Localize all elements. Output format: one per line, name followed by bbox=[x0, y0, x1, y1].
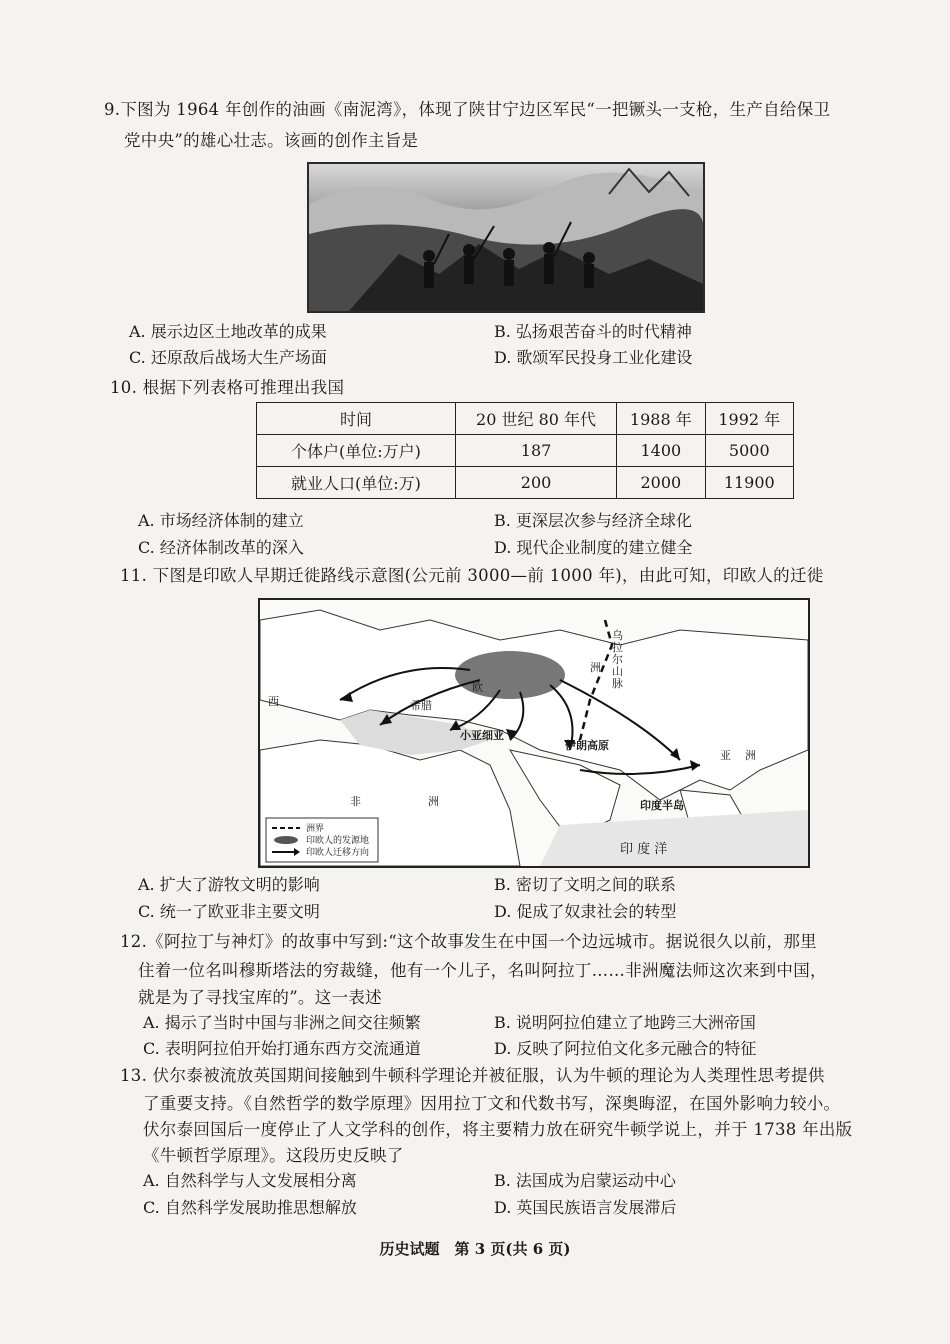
table-cell: 200 bbox=[456, 467, 617, 499]
table-header-cell: 时间 bbox=[257, 403, 456, 435]
q9-option-b[interactable]: B. 弘扬艰苦奋斗的时代精神 bbox=[494, 322, 692, 341]
q13-stem-line1: 13. 伏尔泰被流放英国期间接触到牛顿科学理论并被征服，认为牛顿的理论为人类理性思考提供 bbox=[120, 1066, 825, 1085]
map-label-iran: 伊朗高原 bbox=[565, 739, 609, 752]
map-label-africa-1: 非 bbox=[350, 795, 361, 808]
q10-stem: 10. 根据下列表格可推理出我国 bbox=[110, 378, 345, 397]
q9-option-a[interactable]: A. 展示边区土地改革的成果 bbox=[129, 322, 327, 341]
q12-option-d[interactable]: D. 反映了阿拉伯文化多元融合的特征 bbox=[494, 1039, 757, 1058]
q10-option-d[interactable]: D. 现代企业制度的建立健全 bbox=[494, 538, 693, 557]
q11-option-a[interactable]: A. 扩大了游牧文明的影响 bbox=[138, 875, 320, 894]
map-label-ya: 亚 bbox=[720, 749, 731, 762]
table-header-row bbox=[257, 403, 794, 435]
q12-stem-line2: 住着一位名叫穆斯塔法的穷裁缝，他有一个儿子，名叫阿拉丁……非洲魔法师这次来到中国， bbox=[138, 961, 827, 980]
table-cell: 187 bbox=[456, 435, 617, 467]
q9-stem-line2: 党中央”的雄心壮志。该画的创作主旨是 bbox=[124, 131, 419, 150]
q12-option-b[interactable]: B. 说明阿拉伯建立了地跨三大洲帝国 bbox=[494, 1013, 756, 1032]
map-label-india: 印度半岛 bbox=[640, 799, 684, 812]
table-cell: 1400 bbox=[617, 435, 705, 467]
q12-option-a[interactable]: A. 揭示了当时中国与非洲之间交往频繁 bbox=[143, 1013, 421, 1032]
table-row bbox=[257, 435, 794, 467]
q13-option-b[interactable]: B. 法国成为启蒙运动中心 bbox=[494, 1171, 676, 1190]
map-drawing bbox=[260, 600, 808, 866]
table-cell: 11900 bbox=[705, 467, 793, 499]
q11-option-c[interactable]: C. 统一了欧亚非主要文明 bbox=[138, 902, 320, 921]
q9-option-c[interactable]: C. 还原敌后战场大生产场面 bbox=[129, 348, 327, 367]
q11-option-b[interactable]: B. 密切了文明之间的联系 bbox=[494, 875, 676, 894]
map-label-ou: 欧 bbox=[472, 681, 483, 694]
legend-origin-label: 印欧人的发源地 bbox=[306, 836, 370, 846]
painting-nanniwan bbox=[307, 162, 705, 313]
q10-option-a[interactable]: A. 市场经济体制的建立 bbox=[138, 511, 304, 530]
map-label-zhou2: 洲 bbox=[745, 749, 756, 762]
q13-stem-line3: 伏尔泰回国后一度停止了人文学科的创作，将主要精力放在研究牛顿学说上，并于 1738 年出版 bbox=[143, 1120, 853, 1139]
q13-option-d[interactable]: D. 英国民族语言发展滞后 bbox=[494, 1198, 677, 1217]
map-label-xi: 西 bbox=[268, 695, 279, 708]
q10-option-c[interactable]: C. 经济体制改革的深入 bbox=[138, 538, 304, 557]
table-cell: 个体户(单位:万户) bbox=[257, 435, 456, 467]
q13-option-c[interactable]: C. 自然科学发展助推思想解放 bbox=[143, 1198, 357, 1217]
map-label-zhou: 洲 bbox=[590, 661, 601, 674]
migration-map bbox=[258, 598, 810, 868]
q12-stem-line3: 就是为了寻找宝库的”。这一表述 bbox=[138, 988, 382, 1007]
map-label-ural: 乌拉尔山脉 bbox=[612, 629, 623, 690]
table-header-cell: 1992 年 bbox=[705, 403, 793, 435]
page-footer: 历史试题 第 3 页(共 6 页) bbox=[379, 1240, 571, 1258]
map-label-ocean: 印 度 洋 bbox=[620, 842, 668, 857]
painting-image bbox=[309, 164, 703, 311]
map-label-asia-minor: 小亚细亚 bbox=[460, 729, 504, 742]
table-header-cell: 20 世纪 80 年代 bbox=[456, 403, 617, 435]
table-cell: 5000 bbox=[705, 435, 793, 467]
legend-route-label: 印欧人迁移方向 bbox=[306, 848, 370, 858]
q13-stem-line4: 《牛顿哲学原理》。这段历史反映了 bbox=[143, 1146, 404, 1165]
q13-stem-line2: 了重要支持。《自然哲学的数学原理》因用拉丁文和代数书写，深奥晦涩，在国外影响力较小。 bbox=[143, 1094, 841, 1113]
q11-stem: 11. 下图是印欧人早期迁徙路线示意图(公元前 3000—前 1000 年)，由此可知，印欧人的迁徙 bbox=[120, 566, 824, 585]
table-cell: 2000 bbox=[617, 467, 705, 499]
table-header-cell: 1988 年 bbox=[617, 403, 705, 435]
q12-option-c[interactable]: C. 表明阿拉伯开始打通东西方交流通道 bbox=[143, 1039, 421, 1058]
q9-option-d[interactable]: D. 歌颂军民投身工业化建设 bbox=[494, 348, 693, 367]
map-label-africa-2: 洲 bbox=[428, 795, 439, 808]
table-row bbox=[257, 467, 794, 499]
map-label-greece: 希腊 bbox=[410, 699, 432, 712]
table-cell: 就业人口(单位:万) bbox=[257, 467, 456, 499]
q13-option-a[interactable]: A. 自然科学与人文发展相分离 bbox=[143, 1171, 357, 1190]
q10-option-b[interactable]: B. 更深层次参与经济全球化 bbox=[494, 511, 692, 530]
q9-stem-line1: 9.下图为 1964 年创作的油画《南泥湾》，体现了陕甘宁边区军民“一把镢头一支枪，生产自给保卫 bbox=[104, 100, 831, 119]
q11-option-d[interactable]: D. 促成了奴隶社会的转型 bbox=[494, 902, 677, 921]
q12-stem-line1: 12.《阿拉丁与神灯》的故事中写到:“这个故事发生在中国一个边远城市。据说很久以前，那里 bbox=[120, 932, 817, 951]
legend-border-label: 洲界 bbox=[306, 824, 325, 834]
q10-data-table bbox=[256, 402, 794, 499]
